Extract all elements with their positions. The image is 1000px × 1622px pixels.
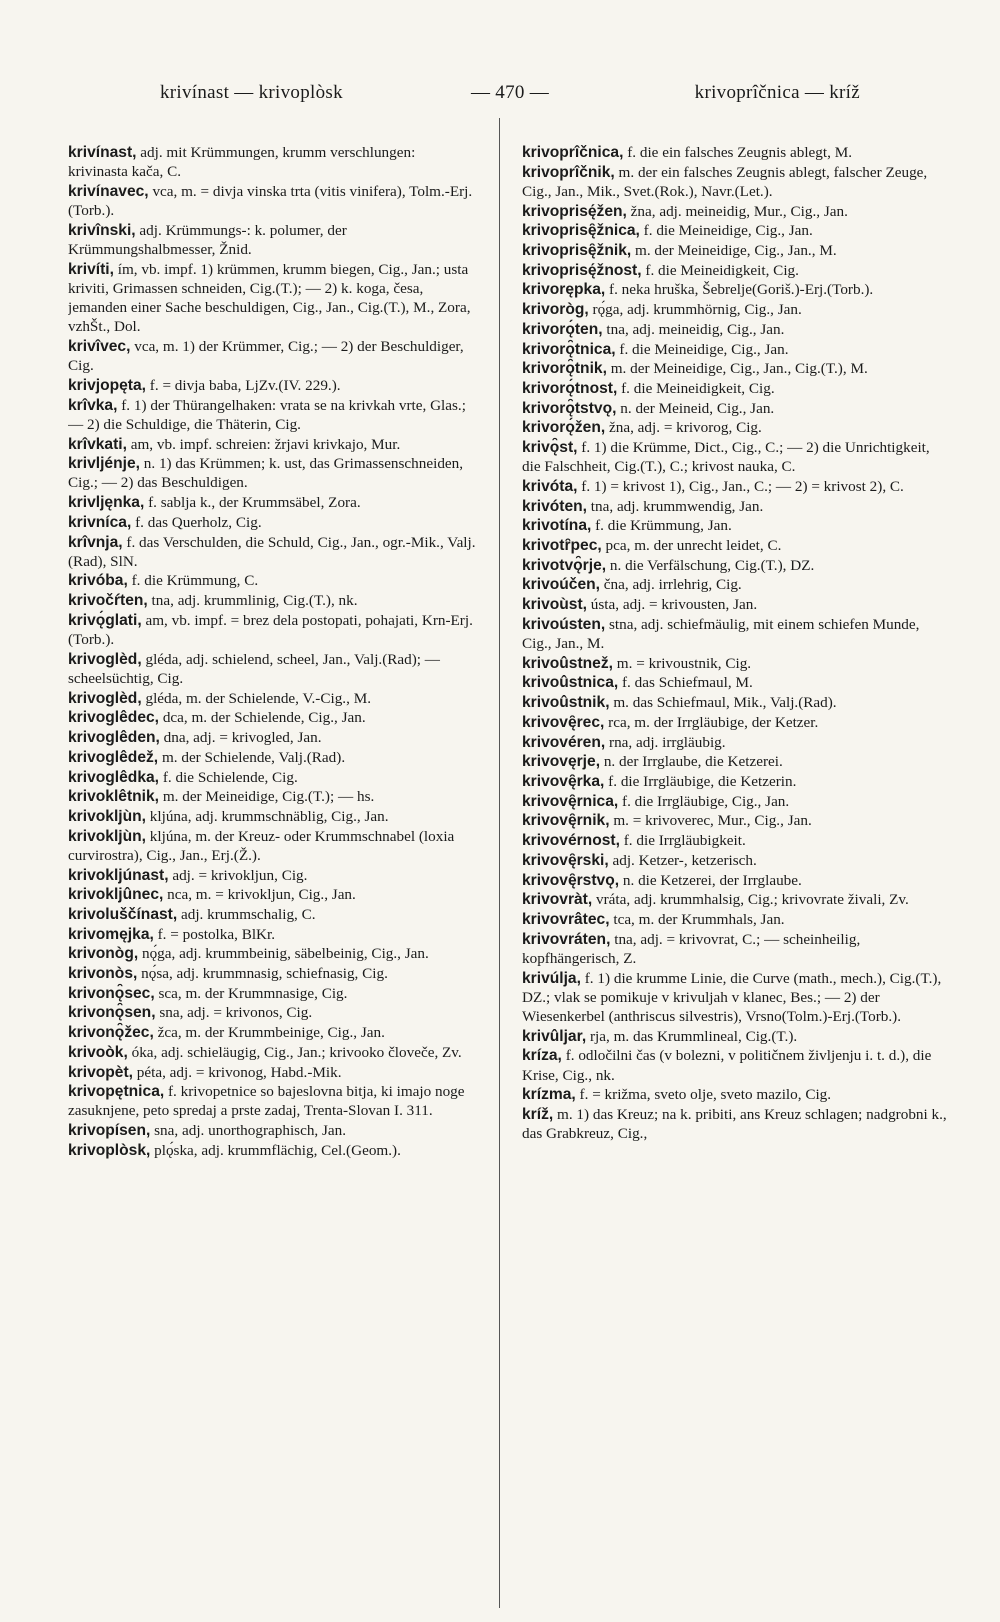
- dictionary-entry: [522, 143, 952, 162]
- entry-headword: krivoròg,: [522, 301, 589, 319]
- dictionary-entry: [522, 280, 952, 299]
- entry-definition: adj. Ketzer-, ketzerisch.: [612, 851, 757, 869]
- entry-headword: krivočŕten,: [68, 592, 148, 610]
- entry-definition: kljúna, adj. krummschnäblig, Cig., Jan.: [149, 807, 389, 825]
- entry-headword: krivóten,: [522, 497, 587, 515]
- dictionary-entry: [68, 866, 476, 885]
- dictionary-entry: [68, 1023, 476, 1042]
- entry-definition: f. die Irrgläubigkeit.: [623, 832, 746, 850]
- entry-headword: krivovráten,: [522, 930, 611, 948]
- entry-definition: tna, adj. krummwendig, Jan.: [590, 497, 764, 515]
- entry-headword: krivǫ̑st,: [522, 439, 578, 457]
- dictionary-entry: [522, 418, 952, 437]
- dictionary-entry: [68, 984, 476, 1003]
- running-header: [160, 82, 860, 108]
- dictionary-entry: [522, 772, 952, 791]
- entry-headword: krivoûstnež,: [522, 654, 613, 672]
- dictionary-entry: [68, 944, 476, 963]
- entry-headword: krivoprîčnik,: [522, 163, 615, 181]
- entry-headword: krivîvec,: [68, 338, 131, 356]
- entry-headword: krivoplòsk,: [68, 1141, 151, 1159]
- dictionary-entry: [68, 768, 476, 787]
- entry-headword: krivóta,: [522, 477, 578, 495]
- entry-headword: krivovęrje,: [522, 753, 601, 771]
- entry-definition: f. die Irrgläubige, Cig., Jan.: [622, 792, 790, 810]
- entry-headword: krivoglêdec,: [68, 709, 160, 727]
- entry-definition: f. die Krümmung, C.: [131, 572, 259, 590]
- entry-definition: f. die Krümmung, Jan.: [595, 517, 732, 535]
- entry-headword: krivotvǫ̑rje,: [522, 556, 607, 574]
- entry-definition: žca, m. der Krummbeinige, Cig., Jan.: [157, 1024, 385, 1042]
- left-column: [68, 143, 476, 1583]
- dictionary-entry: [68, 905, 476, 924]
- entry-definition: žna, adj. meineidig, Mur., Cig., Jan.: [630, 202, 848, 220]
- entry-headword: krivomęjka,: [68, 925, 154, 943]
- entry-headword: krivorǫ̑tnica,: [522, 340, 616, 358]
- entry-definition: tna, adj. = krivovrat, C.; — scheinheilig, kopfhängerisch, Z.: [522, 930, 861, 967]
- dictionary-entry: [68, 925, 476, 944]
- entry-definition: ím, vb. impf. 1) krümmen, krumm biegen, Cig., Jan.; usta kriviti, Grimassen schneiden, Cig.(T.); — 2) k. koga, česa, jemanden einer Sache beschuldigen, Cig., Jan., Cig.(T.), M., Zora, vzhŠt., Dol.: [68, 260, 471, 336]
- entry-headword: krivokljúnast,: [68, 866, 169, 884]
- entry-headword: krivûljar,: [522, 1027, 587, 1045]
- entry-definition: m. der ein falsches Zeugnis ablegt, falscher Zeuge, Cig., Jan., Mik., Svet.(Rok.), Navr.(Let.).: [522, 163, 928, 200]
- dictionary-entry: [522, 792, 952, 811]
- dictionary-entry: [522, 871, 952, 890]
- entry-definition: f. 1) der Thürangelhaken: vrata se na krivkah vrte, Glas.; — 2) die Schuldige, die Thäterin, Cig.: [68, 396, 466, 433]
- entry-headword: krivoústen,: [522, 615, 606, 633]
- entry-definition: f. 1) die krumme Linie, die Curve (math., mech.), Cig.(T.), DZ.; vlak se pomikuje v krivuljah v klanec, Bes.; — 2) der Wiesenkerbel (anthriscus silvestris), Vrsno(Tolm.)-Erj.(Torb.).: [522, 969, 942, 1025]
- dictionary-entry: [68, 513, 476, 532]
- entry-definition: n. die Verfälschung, Cig.(T.), DZ.: [609, 556, 815, 574]
- dictionary-entry: [68, 260, 476, 337]
- entry-headword: krivoklêtnik,: [68, 788, 160, 806]
- dictionary-entry: [68, 454, 476, 492]
- entry-headword: krivovę̑rstvǫ,: [522, 871, 620, 889]
- dictionary-entry: [522, 930, 952, 968]
- header-right-guide-words: krivoprîčnica — kríž: [694, 82, 860, 103]
- entry-definition: plǫ́ska, adj. krummflächig, Cel.(Geom.).: [154, 1141, 401, 1159]
- dictionary-entry: [522, 379, 952, 398]
- entry-headword: krivoprisę́žen,: [522, 202, 627, 220]
- entry-headword: krivorępka,: [522, 281, 606, 299]
- dictionary-entry: [68, 650, 476, 688]
- entry-definition: óka, adj. schieläugig, Cig., Jan.; krivooko človeče, Zv.: [131, 1043, 462, 1061]
- dictionary-entry: [68, 591, 476, 610]
- entry-definition: m. 1) das Kreuz; na k. pribiti, ans Kreuz schlagen; nadgrobni k., das Grabkreuz, Cig.,: [522, 1105, 947, 1143]
- entry-headword: krivoglêden,: [68, 729, 160, 747]
- dictionary-entry: [522, 477, 952, 496]
- entry-definition: vca, m. 1) der Krümmer, Cig.; — 2) der Beschuldiger, Cig.: [68, 338, 464, 375]
- entry-definition: m. = krivoustnik, Cig.: [616, 654, 752, 672]
- entry-headword: krivotȓpec,: [522, 537, 602, 555]
- entry-headword: krîvka,: [68, 396, 118, 414]
- entry-definition: čna, adj. irrlehrig, Cig.: [603, 576, 742, 594]
- dictionary-entry: [522, 910, 952, 929]
- entry-headword: krivonǫ̑žec,: [68, 1024, 154, 1042]
- entry-headword: kríž,: [522, 1105, 554, 1123]
- entry-headword: krivorǫ́ten,: [522, 320, 603, 338]
- entry-headword: krivotína,: [522, 517, 592, 535]
- entry-headword: krivovę̑rka,: [522, 773, 605, 790]
- entry-definition: gléda, adj. schielend, scheel, Jan., Valj.(Rad); — scheelsüchtig, Cig.: [68, 650, 440, 687]
- dictionary-entry: [522, 654, 952, 673]
- page-number: — 470 —: [470, 82, 550, 103]
- entry-definition: n. die Ketzerei, der Irrglaube.: [622, 871, 802, 889]
- dictionary-entry: [522, 300, 952, 319]
- entry-definition: adj. mit Krümmungen, krumm verschlungen: krivinasta kača, C.: [68, 144, 416, 181]
- entry-headword: krîvkati,: [68, 435, 127, 453]
- dictionary-entry: [522, 438, 952, 476]
- entry-headword: krivoprisę́žnost,: [522, 261, 642, 279]
- dictionary-entry: [68, 1082, 476, 1120]
- dictionary-entry: [68, 1003, 476, 1022]
- entry-definition: n. der Meineid, Cig., Jan.: [620, 399, 775, 417]
- dictionary-entry: [522, 536, 952, 555]
- entry-definition: adj. krummschalig, C.: [181, 905, 316, 923]
- entry-headword: krivorǫ̑tnik,: [522, 360, 607, 378]
- entry-headword: krivokljûnec,: [68, 886, 164, 904]
- entry-headword: krivíti,: [68, 260, 114, 278]
- entry-headword: krivoklјùn,: [68, 827, 146, 845]
- dictionary-entry: [522, 890, 952, 909]
- entry-definition: ústa, adj. = krivousten, Jan.: [590, 596, 758, 614]
- dictionary-entry: [522, 673, 952, 692]
- dictionary-entry: [522, 752, 952, 771]
- entry-headword: krivóba,: [68, 572, 128, 590]
- entry-definition: nǫ́ga, adj. krummbeinig, säbelbeinig, Cig., Jan.: [141, 945, 429, 963]
- dictionary-entry: [68, 182, 476, 220]
- entry-definition: f. neka hruška, Šebrelje(Goriš.)-Erj.(Torb.).: [609, 281, 874, 299]
- dictionary-entry: [68, 964, 476, 983]
- entry-headword: krivoprisę̑žnik,: [522, 242, 632, 260]
- entry-definition: kljúna, m. der Kreuz- oder Krummschnabel (loxia curvirostra), Cig., Jan., Erj.(Ž.).: [68, 827, 455, 864]
- dictionary-entry: [522, 969, 952, 1027]
- dictionary-entry: [68, 787, 476, 806]
- entry-definition: f. die Meineidigkeit, Cig.: [645, 261, 799, 279]
- entry-definition: m. der Meineidige, Cig., Jan., M.: [635, 242, 837, 260]
- entry-definition: f. das Schiefmaul, M.: [622, 674, 753, 692]
- dictionary-entry: [522, 831, 952, 850]
- entry-definition: adj. Krümmungs-: k. polumer, der Krümmungshalbmesser, Žnid.: [68, 221, 347, 259]
- entry-definition: f. die ein falsches Zeugnis ablegt, M.: [627, 144, 852, 161]
- dictionary-entry: [68, 143, 476, 181]
- entry-definition: tna, adj. krummlinig, Cig.(T.), nk.: [151, 592, 358, 610]
- entry-definition: rja, m. das Krummlineal, Cig.(T.).: [589, 1027, 798, 1045]
- entry-definition: f. das Querholz, Cig.: [135, 513, 262, 531]
- entry-definition: sna, adj. unorthographisch, Jan.: [154, 1122, 347, 1140]
- dictionary-entry: [522, 497, 952, 516]
- entry-headword: krivoprîčnica,: [522, 144, 624, 161]
- entry-definition: stna, adj. schiefmäulig, mit einem schiefen Munde, Cig., Jan., M.: [522, 615, 920, 653]
- entry-definition: tca, m. der Krummhals, Jan.: [613, 910, 785, 928]
- dictionary-entry: [68, 728, 476, 747]
- entry-definition: rna, adj. irrgläubig.: [609, 733, 726, 751]
- entry-headword: krivoklјùn,: [68, 807, 146, 825]
- dictionary-entry: [68, 1121, 476, 1140]
- entry-headword: krivoûstnica,: [522, 674, 619, 692]
- entry-headword: krivoglêdež,: [68, 748, 159, 766]
- dictionary-entry: [68, 337, 476, 375]
- dictionary-entry: [68, 748, 476, 767]
- entry-headword: krivovéren,: [522, 733, 606, 751]
- entry-definition: m. der Schielende, Valj.(Rad).: [161, 748, 346, 766]
- entry-headword: krivoùst,: [522, 596, 587, 614]
- dictionary-entry: [68, 396, 476, 434]
- entry-definition: nǫ́sa, adj. krummnasig, schiefnasig, Cig.: [141, 965, 388, 983]
- entry-headword: krivljénje,: [68, 455, 140, 473]
- dictionary-entry: [522, 340, 952, 359]
- entry-headword: krivníca,: [68, 513, 132, 531]
- entry-definition: dca, m. der Schielende, Cig., Jan.: [162, 709, 366, 727]
- entry-definition: adj. = krivokljun, Cig.: [172, 866, 308, 884]
- dictionary-entry: [68, 1141, 476, 1160]
- dictionary-entry: [522, 713, 952, 732]
- entry-headword: krivoglèd,: [68, 689, 142, 707]
- entry-definition: gléda, m. der Schielende, V.-Cig., M.: [145, 689, 371, 707]
- entry-definition: pca, m. der unrecht leidet, C.: [605, 537, 782, 555]
- dictionary-entry: [522, 163, 952, 201]
- entry-headword: krivoòk,: [68, 1043, 128, 1061]
- dictionary-entry: [68, 611, 476, 649]
- entry-headword: krivínast,: [68, 144, 137, 161]
- dictionary-entry: [522, 1027, 952, 1046]
- dictionary-entry: [522, 851, 952, 870]
- entry-headword: krivovę̑rec,: [522, 713, 605, 731]
- column-divider: [499, 118, 500, 1608]
- entry-headword: krivopèt,: [68, 1063, 133, 1081]
- entry-definition: f. krivopetnice so bajeslovna bitja, ki imajo noge zasuknjene, peto spredaj a prste zadaj, Trenta-Slovan I. 311.: [68, 1083, 465, 1120]
- entry-definition: n. 1) das Krümmen; k. ust, das Grimassenschneiden, Cig.; — 2) das Beschuldigen.: [68, 455, 464, 492]
- entry-headword: krivovę̑rnica,: [522, 792, 619, 810]
- header-left-guide-words: krivínast — krivoplòsk: [160, 82, 343, 103]
- entry-definition: f. = postolka, BlKr.: [157, 925, 276, 943]
- dictionary-entry: [68, 221, 476, 259]
- entry-headword: krivopętnica,: [68, 1083, 165, 1101]
- entry-definition: vráta, adj. krummhalsig, Cig.; krivovrate živali, Zv.: [596, 891, 909, 909]
- entry-headword: krivînski,: [68, 221, 136, 239]
- entry-definition: tna, adj. meineidig, Cig., Jan.: [606, 320, 785, 338]
- entry-definition: f. die Meineidige, Cig., Jan.: [643, 222, 813, 240]
- entry-definition: rǫ́ga, adj. krummhörnig, Cig., Jan.: [592, 301, 802, 319]
- entry-headword: krivínavec,: [68, 182, 149, 200]
- entry-headword: kríza,: [522, 1047, 562, 1065]
- entry-definition: f. die Meineidigkeit, Cig.: [621, 379, 775, 397]
- dictionary-entry: [68, 376, 476, 395]
- right-column: [522, 143, 952, 1583]
- entry-headword: krivoglêdka,: [68, 768, 160, 786]
- dictionary-entry: [68, 533, 476, 571]
- entry-definition: sna, adj. = krivonos, Cig.: [159, 1004, 313, 1022]
- dictionary-entry: [522, 1105, 952, 1143]
- dictionary-entry: [68, 1043, 476, 1062]
- entry-headword: krivorǫ́žen,: [522, 419, 606, 437]
- dictionary-entry: [522, 399, 952, 418]
- entry-definition: sca, m. der Krummnasige, Cig.: [158, 984, 348, 1002]
- entry-definition: f. = križma, sveto olje, sveto mazilo, Cig.: [579, 1086, 832, 1104]
- entry-definition: f. = divja baba, LjZv.(IV. 229.).: [149, 376, 341, 394]
- entry-definition: f. die Irrgläubige, die Ketzerin.: [608, 773, 797, 790]
- entry-definition: f. sablja k., der Krummsäbel, Zora.: [148, 494, 361, 512]
- dictionary-entry: [522, 733, 952, 752]
- dictionary-entry: [68, 493, 476, 512]
- dictionary-entry: [522, 556, 952, 575]
- entry-definition: dna, adj. = krivogled, Jan.: [163, 729, 322, 747]
- entry-definition: m. das Schiefmaul, Mik., Valj.(Rad).: [613, 694, 837, 712]
- dictionary-entry: [522, 615, 952, 653]
- entry-definition: am, vb. impf. = brez dela postopati, pohajati, Krn-Erj.(Torb.).: [68, 611, 473, 649]
- entry-definition: f. 1) die Krümme, Dict., Cig., C.; — 2) die Unrichtigkeit, die Falschheit, Cig.(T.), C.; krivost nauka, C.: [522, 439, 930, 476]
- entry-definition: f. die Meineidige, Cig., Jan.: [619, 340, 789, 358]
- entry-headword: krivovrâtec,: [522, 910, 610, 928]
- dictionary-entry: [522, 595, 952, 614]
- dictionary-entry: [68, 885, 476, 904]
- entry-definition: m. der Meineidige, Cig., Jan., Cig.(T.), M.: [610, 360, 868, 378]
- entry-headword: krivoprisę̑žnica,: [522, 222, 640, 240]
- dictionary-entry: [522, 320, 952, 339]
- dictionary-entry: [522, 1046, 952, 1084]
- entry-headword: krízma,: [522, 1086, 576, 1104]
- entry-headword: krivonòs,: [68, 965, 138, 983]
- entry-definition: m. = krivoverec, Mur., Cig., Jan.: [613, 812, 812, 830]
- dictionary-entry: [68, 689, 476, 708]
- dictionary-entry: [522, 1085, 952, 1104]
- dictionary-entry: [522, 516, 952, 535]
- entry-headword: krivorǫ́tnost,: [522, 379, 618, 397]
- dictionary-entry: [522, 811, 952, 830]
- dictionary-entry: [68, 1063, 476, 1082]
- entry-definition: žna, adj. = krivorog, Cig.: [609, 419, 762, 437]
- entry-headword: krivoúčen,: [522, 576, 600, 594]
- entry-headword: krivoûstnik,: [522, 694, 610, 712]
- entry-headword: krivopísen,: [68, 1122, 151, 1140]
- dictionary-entry: [522, 221, 952, 240]
- dictionary-entry: [68, 435, 476, 454]
- entry-headword: krivoluščínast,: [68, 905, 178, 923]
- dictionary-entry: [68, 571, 476, 590]
- entry-headword: krivúlja,: [522, 969, 581, 987]
- entry-headword: krivoglèd,: [68, 650, 142, 668]
- dictionary-entry: [522, 575, 952, 594]
- entry-headword: krivovràt,: [522, 891, 593, 909]
- entry-definition: m. der Meineidige, Cig.(T.); — hs.: [162, 788, 375, 806]
- entry-headword: krivovę̑rnik,: [522, 812, 610, 830]
- entry-headword: krivonǫ̑sec,: [68, 984, 155, 1002]
- entry-headword: krivjopęta,: [68, 376, 146, 394]
- entry-definition: péta, adj. = krivonog, Habd.-Mik.: [136, 1063, 342, 1081]
- dictionary-entry: [522, 202, 952, 221]
- entry-headword: krivovérnost,: [522, 832, 620, 850]
- entry-headword: krivonòg,: [68, 945, 139, 963]
- dictionary-entry: [522, 261, 952, 280]
- entry-definition: f. odločilni čas (v bolezni, v političnem življenju i. t. d.), die Krise, Cig., nk.: [522, 1047, 932, 1084]
- entry-headword: krivljęnka,: [68, 494, 145, 512]
- entry-headword: krîvnja,: [68, 533, 123, 551]
- dictionary-entry: [68, 807, 476, 826]
- dictionary-entry: [522, 359, 952, 378]
- entry-headword: krivǫ́glati,: [68, 611, 142, 629]
- dictionary-entry: [522, 241, 952, 260]
- entry-definition: vca, m. = divja vinska trta (vitis vinifera), Tolm.-Erj.(Torb.).: [68, 182, 473, 220]
- entry-definition: f. 1) = krivost 1), Cig., Jan., C.; — 2) = krivost 2), C.: [581, 477, 904, 495]
- entry-definition: rca, m. der Irrgläubige, der Ketzer.: [608, 713, 819, 731]
- entry-headword: krivovę̑rski,: [522, 851, 609, 869]
- entry-definition: n. der Irrglaube, die Ketzerei.: [603, 753, 783, 771]
- entry-definition: f. das Verschulden, die Schuld, Cig., Jan., ogr.-Mik., Valj.(Rad), SlN.: [68, 533, 476, 570]
- dictionary-entry: [522, 693, 952, 712]
- entry-definition: am, vb. impf. schreien: žrjavi krivkajo, Mur.: [130, 435, 401, 453]
- entry-headword: krivonǫ̑sen,: [68, 1004, 156, 1022]
- dictionary-entry: [68, 708, 476, 727]
- dictionary-entry: [68, 827, 476, 865]
- entry-definition: nca, m. = krivokljun, Cig., Jan.: [167, 886, 356, 904]
- entry-definition: f. die Schielende, Cig.: [162, 768, 298, 786]
- entry-headword: krivorǫ̑tstvǫ,: [522, 399, 617, 417]
